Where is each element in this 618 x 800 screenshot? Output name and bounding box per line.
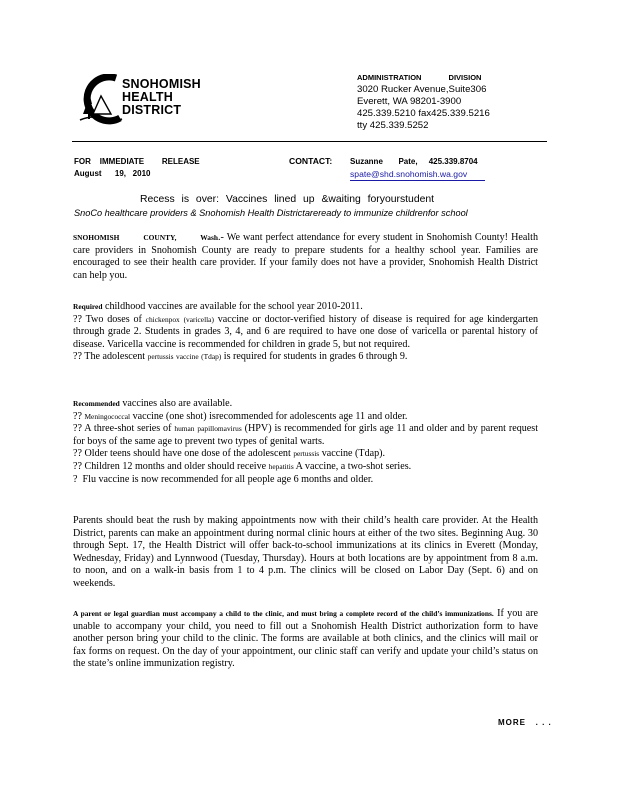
address-city: Everett, WA 98201-3900: [357, 96, 462, 107]
headline: Recess is over: Vaccines lined up &waiting foryourstudent: [140, 194, 435, 205]
guardian-lead: A parent or legal guardian must accompany a child to the clinic, and must bring a complete record of the child’s immunizations.: [73, 609, 494, 618]
bullet-text: ?? Older teens should have one dose of the adolescent: [73, 448, 294, 460]
bullet-text: ?? A three-shot series of: [73, 423, 175, 435]
bullet-text: ? Flu vaccine is now recommended for all people age 6 months and older.: [73, 473, 374, 485]
bullet-small-text: chickenpox: [145, 314, 180, 324]
bullet-text: ?? Children 12 months and older should receive: [73, 460, 269, 472]
required-lead: Required: [73, 302, 103, 311]
address-tty: tty 425.339.5252: [357, 120, 429, 131]
bullet-small-text: vaccine: [176, 352, 199, 362]
bullet-text: ?? Two doses of: [73, 313, 146, 325]
appointments-text: Parents should beat the rush by making appointments now with their child’s health care provider. At the Health District, parents can make an appointment during normal clinic hours at either of the two sites. Beginning Aug. 30 through Sept. 17, the Health District will offer back-to-school immunizations at its clinics in Everett (Monday, Wednesday, Friday) and Lynnwood (Tuesday, Thursday). Hours at both locations are by appointment from 8 a.m. to noon, and on a walk-in basis from 1 to 4 p.m. The clinics will be closed on Labor Day (Sept. 6) and on weekends.: [73, 515, 538, 589]
bullet-small-text: papillomavirus: [197, 424, 242, 434]
bullet-small-text: hepatitis: [268, 461, 294, 471]
list-item: [73, 423, 538, 448]
bullet-small-text: human: [174, 424, 195, 434]
bullet-small-text: (varicella): [183, 314, 214, 324]
recommended-intro: vaccines also are available.: [119, 398, 233, 409]
recommended-vaccines-section: [73, 398, 538, 486]
more-continuation: MORE . . .: [498, 718, 552, 727]
header-divider: [72, 141, 547, 142]
bullet-small-text: pertussis: [147, 352, 174, 362]
bullet-text: ??: [73, 410, 85, 422]
tree-mountain-logo-icon: [74, 74, 128, 126]
contact-name-phone: Suzanne Pate, 425.339.8704: [350, 157, 478, 166]
list-item: [73, 461, 538, 474]
address-street: 3020 Rucker Avenue,Suite306: [357, 84, 487, 95]
bullet-text: A vaccine, a two-shot series.: [293, 460, 412, 472]
intro-text: .- We want perfect attendance for every student in Snohomish County! Health care providers in Snohomish County are ready to prepare students for a healthy school year. Families are encouraged to see their health care provider. If your family does not have a provider, Snohomish Health District can help you.: [73, 232, 538, 281]
bullet-small-text: Meningococcal: [84, 411, 131, 421]
release-date: August 19, 2010: [74, 169, 151, 178]
logo-line-2: HEALTH: [122, 90, 173, 104]
dateline: SNOHOMISH COUNTY, Wash: [73, 233, 218, 242]
guardian-paragraph: [73, 608, 538, 671]
list-item: [73, 351, 538, 364]
logo-line-1: SNOHOMISH: [122, 77, 201, 91]
bullet-text: is required for students in grades 6 through 9.: [221, 351, 408, 363]
guardian-text: If you are unable to accompany your child, you need to fill out a Snohomish Health District authorization form to have another person bring your child to the clinic. The forms are available at both clinics, and the clinics will mail or fax forms on request. On the day of your appointment, our clinic staff can verify and update your child’s status on the state’s online immunization registry.: [73, 608, 538, 670]
logo-wordmark: [122, 78, 201, 117]
logo-line-3: DISTRICT: [122, 103, 182, 117]
bullet-text: vaccine (Tdap).: [319, 448, 386, 460]
address-block: [357, 72, 490, 132]
bullet-text: vaccine (one shot) isrecommended for adolescents age 11 and older.: [130, 410, 408, 422]
address-heading: ADMINISTRATION DIVISION: [357, 73, 482, 82]
intro-paragraph: [73, 232, 538, 282]
list-item: [73, 314, 538, 352]
bullet-text: (HPV) is recommended for girls age 11 and older and by parent request for boys of the same age to prevent two types of genital warts.: [73, 423, 538, 447]
release-label: FOR IMMEDIATE RELEASE: [74, 157, 200, 166]
contact-label: CONTACT:: [289, 156, 333, 166]
bullet-text: ?? The adolescent: [73, 351, 148, 363]
list-item: [73, 474, 538, 487]
required-intro: childhood vaccines are available for the school year 2010-2011.: [102, 301, 363, 312]
recommended-lead: Recommended: [73, 399, 120, 408]
list-item: [73, 411, 538, 424]
appointments-paragraph: [73, 515, 538, 591]
address-phone: 425.339.5210 fax425.339.5216: [357, 108, 490, 119]
required-vaccines-section: [73, 301, 538, 364]
bullet-small-text: (Tdap): [201, 352, 222, 362]
bullet-small-text: pertussis: [293, 449, 320, 459]
list-item: [73, 448, 538, 461]
bullet-text: vaccine or doctor-verified history of disease is required for age kindergarten through grade 2. Students in grades 3, 4, and 6 are required to have one dose of varicella or parental history of disease. Varicella vaccine is recommended for children in grade 5, but not required.: [73, 313, 538, 350]
contact-email-link[interactable]: spate@shd.snohomish.wa.gov: [350, 169, 485, 181]
subheadline: SnoCo healthcare providers & Snohomish Health Districtareready to immunize childrenfor school: [74, 208, 468, 218]
